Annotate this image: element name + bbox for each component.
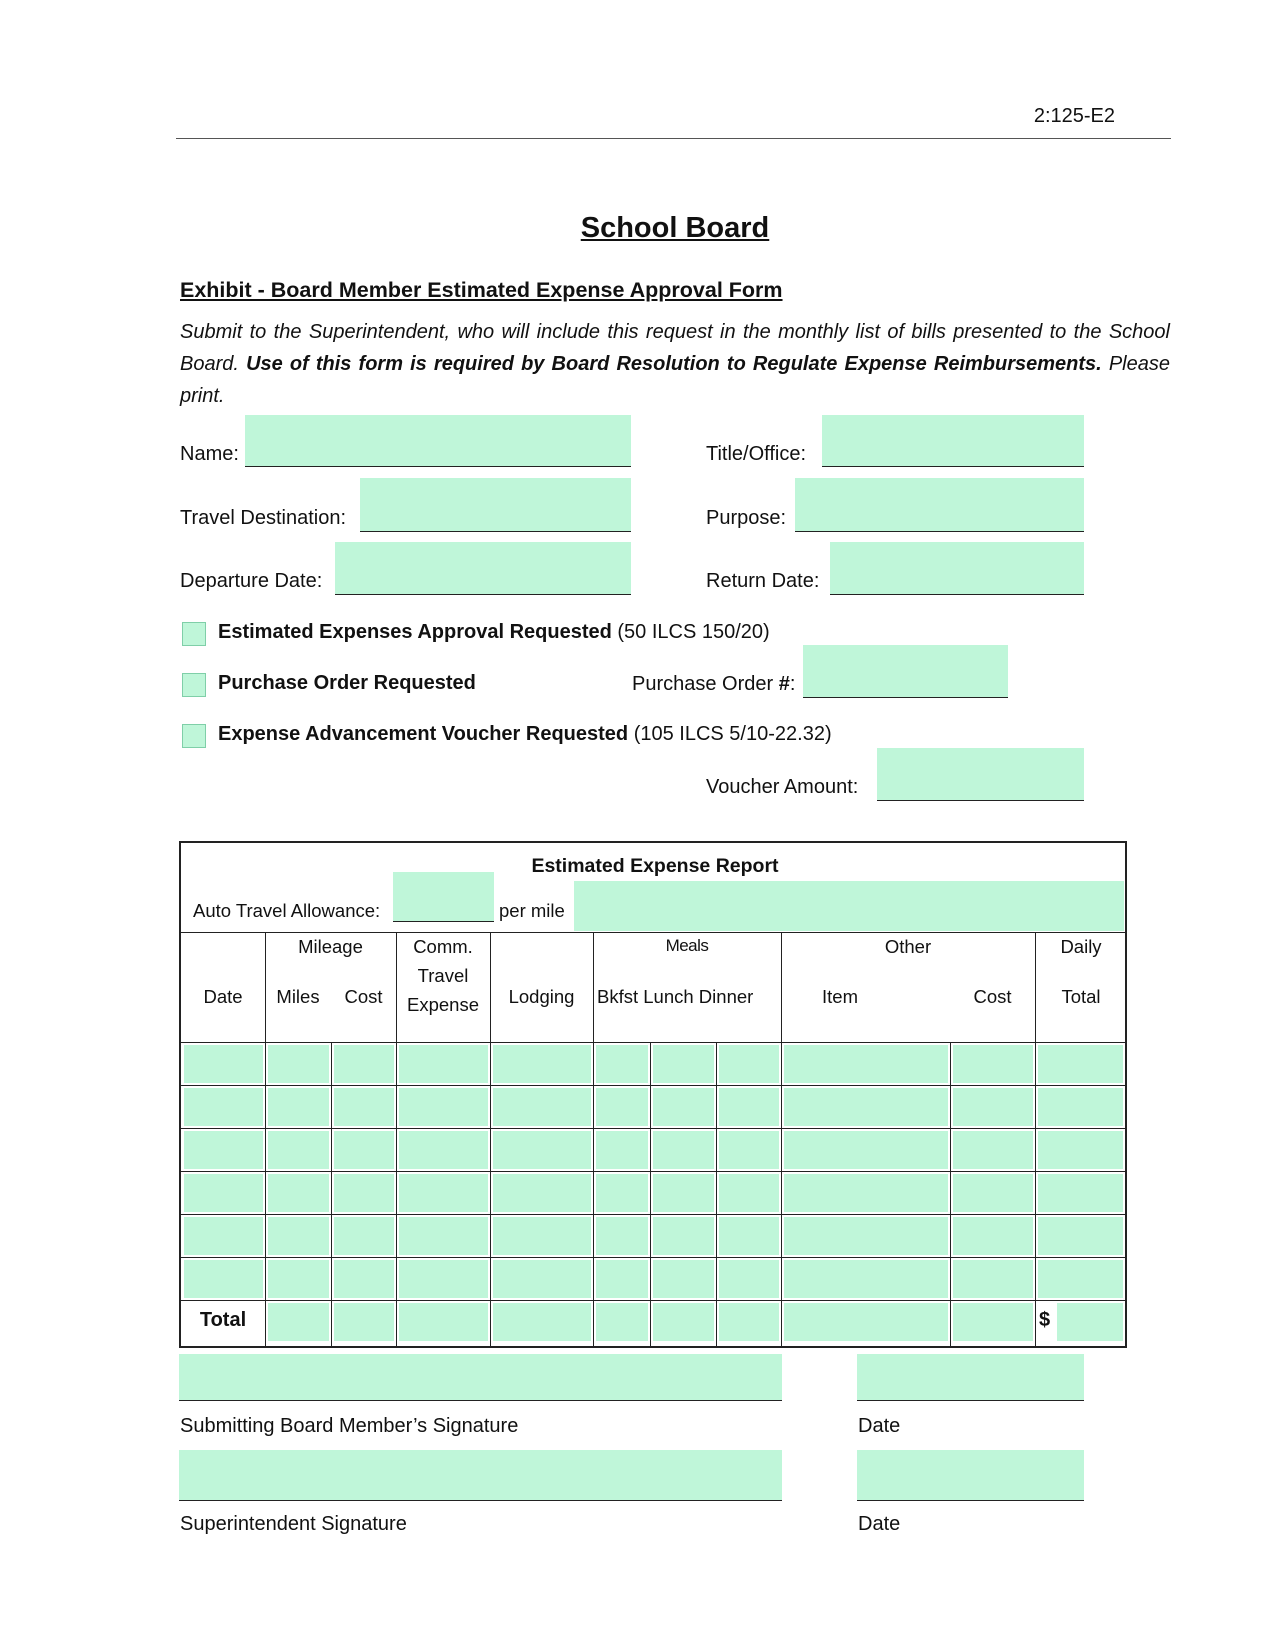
total-row-label: Total: [199, 1309, 247, 1331]
expense-cell[interactable]: [399, 1045, 488, 1083]
purchase-order-number-label: [632, 673, 795, 696]
auto-travel-label: Auto Travel Allowance:: [193, 900, 381, 921]
total-cell[interactable]: [334, 1303, 394, 1341]
title-office-label: Title/Office:: [706, 443, 807, 465]
travel-destination-label: Travel Destination:: [180, 507, 346, 529]
total-cell[interactable]: [399, 1303, 488, 1341]
report-title: Estimated Expense Report: [531, 855, 779, 877]
departure-date-field[interactable]: [335, 542, 631, 595]
page-title: School Board: [580, 212, 770, 244]
expense-cell[interactable]: [334, 1260, 394, 1298]
total-cell[interactable]: [1057, 1303, 1123, 1341]
total-cell[interactable]: [596, 1303, 648, 1341]
expense-cell[interactable]: [268, 1217, 329, 1255]
expense-advancement-label: [218, 723, 832, 746]
expense-advancement-bold: Expense Advancement Voucher Requested: [218, 723, 629, 745]
expense-cell[interactable]: [596, 1217, 648, 1255]
expense-cell[interactable]: [334, 1088, 394, 1126]
expense-cell[interactable]: [268, 1260, 329, 1298]
col-header-comm-2: Travel: [417, 965, 469, 986]
col-header-total: Total: [1061, 986, 1101, 1007]
total-cell[interactable]: [784, 1303, 948, 1341]
expense-cell[interactable]: [1038, 1174, 1123, 1212]
expense-cell[interactable]: [184, 1217, 263, 1255]
expense-cell[interactable]: [719, 1217, 779, 1255]
total-cell[interactable]: [493, 1303, 591, 1341]
expense-cell[interactable]: [719, 1088, 779, 1126]
estimated-expenses-cite: (50 ILCS 150/20): [611, 621, 770, 643]
col-header-other-cost: Cost: [973, 986, 1012, 1007]
board-member-signature-label: Submitting Board Member’s Signature: [180, 1415, 519, 1437]
expense-cell[interactable]: [399, 1217, 488, 1255]
expense-cell[interactable]: [399, 1260, 488, 1298]
expense-cell[interactable]: [953, 1174, 1033, 1212]
expense-cell[interactable]: [493, 1045, 591, 1083]
po-label-text: Purchase Order: [632, 673, 779, 695]
expense-cell[interactable]: [596, 1088, 648, 1126]
total-cell[interactable]: [268, 1303, 329, 1341]
expense-cell[interactable]: [784, 1260, 948, 1298]
board-member-date-label: Date: [858, 1415, 901, 1437]
expense-cell[interactable]: [784, 1045, 948, 1083]
expense-cell[interactable]: [184, 1088, 263, 1126]
total-cell[interactable]: [953, 1303, 1033, 1341]
expense-cell[interactable]: [399, 1174, 488, 1212]
expense-cell[interactable]: [1038, 1217, 1123, 1255]
row-divider: [181, 1085, 1125, 1086]
expense-cell[interactable]: [953, 1088, 1033, 1126]
form-subtitle: Exhibit - Board Member Estimated Expense Approval Form: [180, 278, 783, 302]
expense-cell[interactable]: [596, 1045, 648, 1083]
expense-cell[interactable]: [493, 1088, 591, 1126]
header-top-rule: [181, 932, 1125, 933]
row-divider: [181, 1171, 1125, 1172]
col-header-meals-sub: Bkfst Lunch Dinner: [597, 986, 754, 1007]
expense-cell[interactable]: [184, 1174, 263, 1212]
expense-cell[interactable]: [334, 1174, 394, 1212]
expense-cell[interactable]: [184, 1045, 263, 1083]
voucher-amount-label: Voucher Amount:: [706, 776, 859, 798]
purchase-order-bold: Purchase Order Requested: [218, 672, 476, 694]
col-header-item: Item: [822, 986, 858, 1007]
expense-cell[interactable]: [653, 1045, 714, 1083]
purchase-order-requested-label: [218, 672, 476, 695]
expense-cell[interactable]: [596, 1174, 648, 1212]
expense-advancement-checkbox[interactable]: [182, 724, 206, 748]
expense-cell[interactable]: [653, 1217, 714, 1255]
row-divider: [181, 1128, 1125, 1129]
col-header-date: Date: [203, 986, 243, 1007]
expense-cell[interactable]: [719, 1045, 779, 1083]
expense-cell[interactable]: [268, 1174, 329, 1212]
row-divider: [181, 1300, 1125, 1301]
purchase-order-number-field[interactable]: [803, 645, 1008, 698]
title-office-field[interactable]: [822, 415, 1084, 467]
purchase-order-checkbox[interactable]: [182, 673, 206, 697]
intro-part1: Submit to the Superintendent, who will include this request in the monthly list of bills presented to the School Board.: [180, 321, 1170, 375]
expense-cell[interactable]: [953, 1045, 1033, 1083]
name-field[interactable]: [245, 415, 631, 467]
header-bottom-rule: [181, 1042, 1125, 1043]
expense-cell[interactable]: [784, 1131, 948, 1169]
superintendent-signature-field[interactable]: [179, 1450, 782, 1501]
estimated-expenses-bold: Estimated Expenses Approval Requested: [218, 621, 612, 643]
expense-cell[interactable]: [493, 1174, 591, 1212]
expense-cell[interactable]: [653, 1131, 714, 1169]
expense-cell[interactable]: [399, 1131, 488, 1169]
expense-cell[interactable]: [268, 1131, 329, 1169]
superintendent-date-label: Date: [858, 1513, 901, 1535]
expense-cell[interactable]: [719, 1174, 779, 1212]
col-header-mileage: Mileage: [298, 936, 363, 957]
expense-cell[interactable]: [493, 1131, 591, 1169]
expense-cell[interactable]: [784, 1088, 948, 1126]
auto-travel-note-field[interactable]: [574, 881, 1124, 931]
estimated-expenses-label: [218, 621, 770, 644]
col-header-other: Other: [884, 936, 932, 957]
col-header-meals: Meals: [665, 936, 709, 955]
expense-cell[interactable]: [719, 1260, 779, 1298]
header-rule: [176, 138, 1171, 139]
col-header-mileage-cost: Cost: [344, 986, 383, 1007]
superintendent-date-field[interactable]: [857, 1450, 1084, 1501]
row-divider: [181, 1257, 1125, 1258]
po-colon: :: [789, 673, 796, 695]
col-header-comm-1: Comm.: [413, 936, 473, 957]
col-header-miles: Miles: [276, 986, 320, 1007]
document-code: 2:125-E2: [1033, 105, 1115, 127]
intro-part3: Please print.: [180, 353, 1170, 407]
voucher-amount-field[interactable]: [877, 748, 1084, 801]
expense-cell[interactable]: [596, 1131, 648, 1169]
expense-cell[interactable]: [653, 1088, 714, 1126]
expense-cell[interactable]: [493, 1217, 591, 1255]
total-dollar-sign: $: [1039, 1309, 1051, 1331]
po-hash: #: [778, 673, 790, 695]
expense-cell[interactable]: [399, 1088, 488, 1126]
expense-cell[interactable]: [784, 1174, 948, 1212]
departure-date-label: Departure Date:: [180, 570, 323, 592]
expense-cell[interactable]: [784, 1217, 948, 1255]
expense-cell[interactable]: [953, 1260, 1033, 1298]
expense-cell[interactable]: [1038, 1131, 1123, 1169]
estimated-expenses-checkbox[interactable]: [182, 622, 206, 646]
purpose-label: Purpose:: [706, 507, 787, 529]
col-header-daily: Daily: [1060, 936, 1102, 957]
row-divider: [181, 1214, 1125, 1215]
expense-cell[interactable]: [1038, 1088, 1123, 1126]
col-header-lodging: Lodging: [508, 986, 575, 1007]
total-cell[interactable]: [653, 1303, 714, 1341]
expense-cell[interactable]: [1038, 1260, 1123, 1298]
expense-cell[interactable]: [953, 1131, 1033, 1169]
expense-cell[interactable]: [653, 1174, 714, 1212]
travel-destination-field[interactable]: [360, 478, 631, 532]
auto-travel-rate-field[interactable]: [393, 872, 494, 922]
purpose-field[interactable]: [795, 478, 1084, 532]
expense-cell[interactable]: [268, 1045, 329, 1083]
board-member-signature-field[interactable]: [179, 1354, 782, 1401]
expense-cell[interactable]: [596, 1260, 648, 1298]
expense-cell[interactable]: [719, 1131, 779, 1169]
expense-cell[interactable]: [334, 1131, 394, 1169]
expense-cell[interactable]: [184, 1131, 263, 1169]
expense-cell[interactable]: [268, 1088, 329, 1126]
expense-cell[interactable]: [184, 1260, 263, 1298]
board-member-date-field[interactable]: [857, 1354, 1084, 1401]
expense-advancement-cite: (105 ILCS 5/10-22.32): [628, 723, 832, 745]
return-date-label: Return Date:: [706, 570, 820, 592]
return-date-field[interactable]: [830, 542, 1084, 595]
expense-cell[interactable]: [953, 1217, 1033, 1255]
expense-report-table: [179, 841, 1127, 1348]
name-label: Name:: [180, 443, 239, 465]
expense-cell[interactable]: [653, 1260, 714, 1298]
expense-cell[interactable]: [334, 1217, 394, 1255]
total-cell[interactable]: [719, 1303, 779, 1341]
superintendent-signature-label: Superintendent Signature: [180, 1513, 407, 1535]
intro-bold: Use of this form is required by Board Resolution to Regulate Expense Reimbursements.: [246, 353, 1102, 375]
per-mile-label: per mile: [499, 900, 565, 921]
expense-cell[interactable]: [1038, 1045, 1123, 1083]
expense-cell[interactable]: [493, 1260, 591, 1298]
expense-cell[interactable]: [334, 1045, 394, 1083]
intro-text: [180, 316, 1170, 412]
col-header-comm-3: Expense: [407, 994, 479, 1015]
